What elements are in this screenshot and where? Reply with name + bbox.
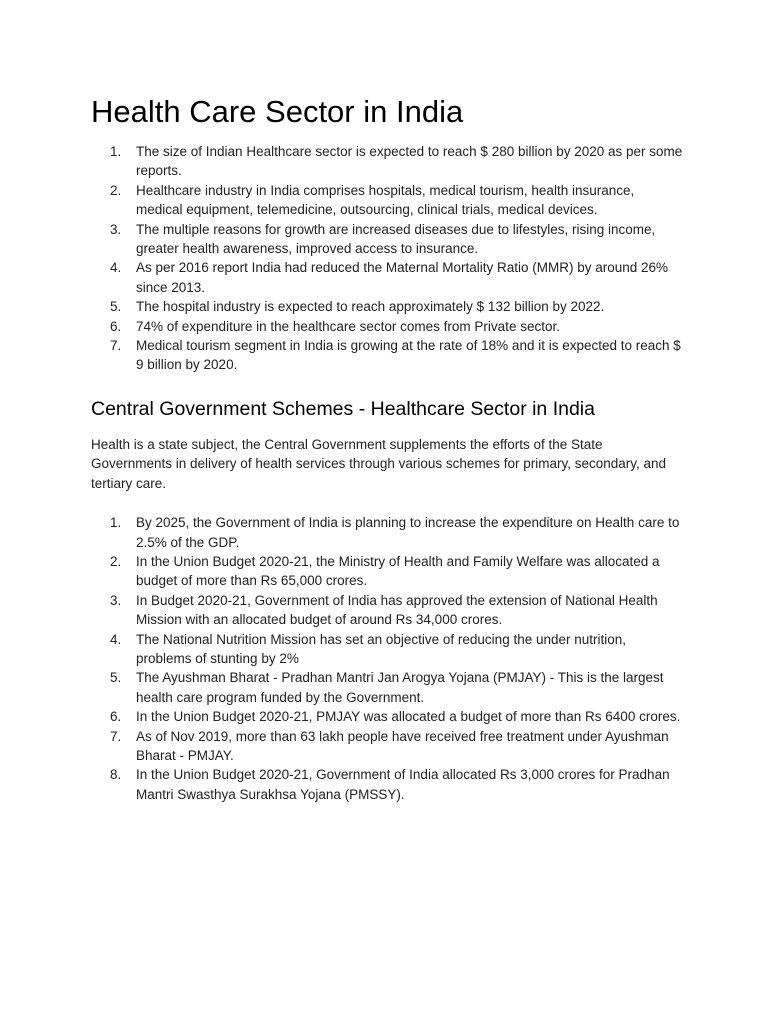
list-item: 1. By 2025, the Government of India is planning to increase the expenditure on Health care to 2.5% of the GDP. (110, 515, 680, 550)
section-intro: Health is a state subject, the Central Government supplements the efforts of the State Governments in delivery of health services through various schemes for primary, secondary, and tertiary care. (91, 436, 667, 491)
list-item: 3. The multiple reasons for growth are increased diseases due to lifestyles, rising income, greater health awareness, improved access to insurance. (110, 221, 656, 257)
list-item: 4. As per 2016 report India had reduced the Maternal Mortality Ratio (MMR) by around 26% since 2013. (110, 260, 669, 295)
list-item: 2. Healthcare industry in India comprises hospitals, medical tourism, health insurance, medical equipment, telemedicine, outsourcing, clinical trials, medical devices. (110, 182, 635, 218)
list-item: 6. 74% of expenditure in the healthcare sector comes from Private sector. (110, 318, 560, 334)
facts-list (91, 142, 683, 375)
list-item: 5. The Ayushman Bharat - Pradhan Mantri Jan Arogya Yojana (PMJAY) - This is the largest health care program funded by the Government. (110, 670, 664, 705)
list-item: 7. As of Nov 2019, more than 63 lakh people have received free treatment under Ayushman Bharat - PMJAY. (110, 728, 669, 763)
list-item: 2. In the Union Budget 2020-21, the Ministry of Health and Family Welfare was allocated a budget of more than Rs 65,000 crores. (110, 553, 660, 589)
section-heading: Central Government Schemes - Healthcare Sector in India (91, 397, 595, 420)
list-item: 7. Medical tourism segment in India is growing at the rate of 18% and it is expected to reach $ 9 billion by 2020. (110, 338, 681, 373)
list-item: 4. The National Nutrition Mission has set an objective of reducing the under nutrition, problems of stunting by 2% (110, 631, 627, 666)
list-item: 1. The size of Indian Healthcare sector is expected to reach $ 280 billion by 2020 as per some reports. (110, 144, 683, 179)
list-item: 3. In Budget 2020-21, Government of India has approved the extension of National Health Mission with an allocated budget of around Rs 34,000 crores. (110, 592, 658, 628)
page-title: Health Care Sector in India (91, 94, 464, 129)
document-page (91, 92, 683, 804)
schemes-list (91, 513, 683, 804)
list-item: 5. The hospital industry is expected to reach approximately $ 132 billion by 2022. (110, 299, 605, 315)
list-item: 6. In the Union Budget 2020-21, PMJAY was allocated a budget of more than Rs 6400 crores. (110, 709, 681, 725)
list-item: 8. In the Union Budget 2020-21, Government of India allocated Rs 3,000 crores for Pradhan Mantri Swasthya Surakhsa Yojana (PMSSY). (110, 767, 670, 802)
